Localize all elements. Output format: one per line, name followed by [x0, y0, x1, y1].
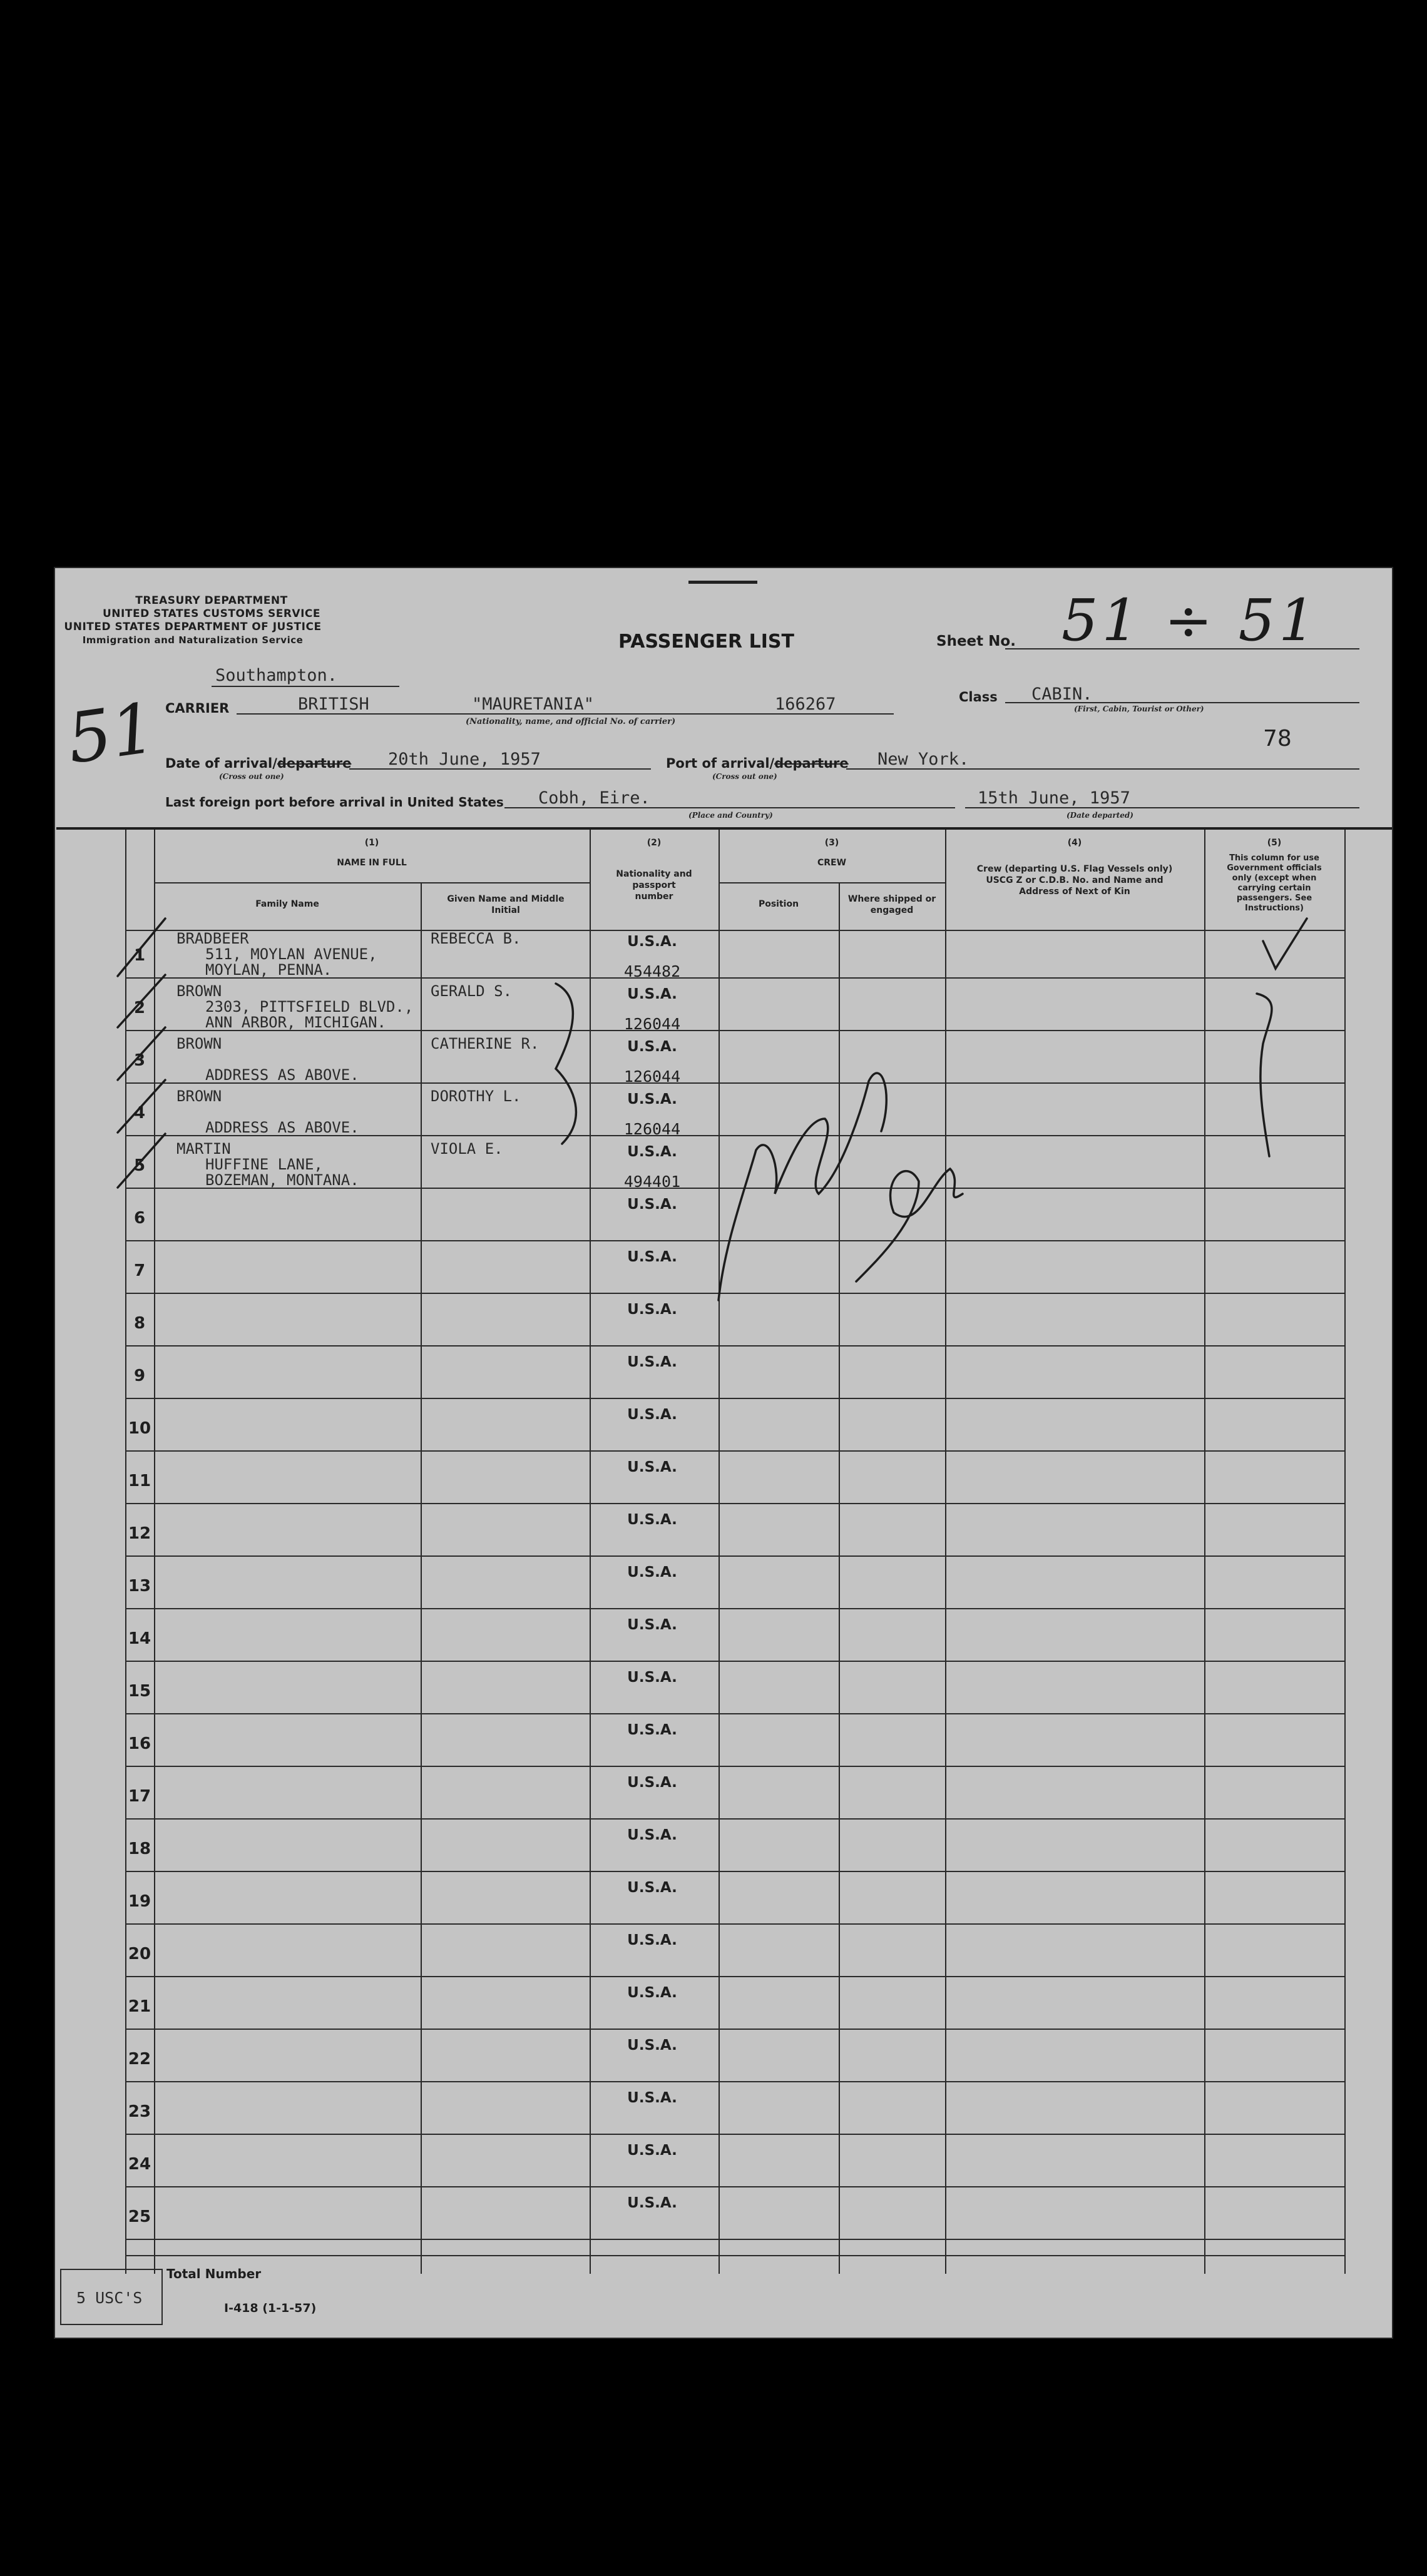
col2-title: Nationality and passport number — [616, 869, 692, 902]
passport-number: 494401 — [623, 1173, 681, 1191]
departed-value: 15th June, 1957 — [978, 788, 1130, 808]
nationality-value: U.S.A. — [627, 1407, 677, 1423]
row-number: 13 — [128, 1577, 151, 1596]
address-line: 511, MOYLAN AVENUE, — [205, 945, 377, 963]
nationality-value: U.S.A. — [627, 934, 677, 950]
row-number: 1 — [133, 946, 146, 965]
col3-num: (3) — [824, 838, 839, 848]
agency-line: UNITED STATES DEPARTMENT OF JUSTICE — [64, 621, 322, 633]
total-label: Total Number — [166, 2266, 262, 2281]
row-number: 20 — [128, 1945, 151, 1963]
row-number: 24 — [128, 2155, 151, 2174]
given-name: GERALD S. — [431, 982, 513, 1000]
nationality-value: U.S.A. — [627, 2090, 677, 2106]
family-name: BROWN — [176, 1087, 222, 1105]
nationality-value: U.S.A. — [627, 2195, 677, 2211]
carrier-number: 166267 — [775, 695, 836, 714]
family-name: MARTIN — [176, 1140, 231, 1158]
nationality-value: U.S.A. — [627, 986, 677, 1002]
row-number: 2 — [133, 999, 146, 1017]
row-number: 6 — [133, 1209, 146, 1228]
carrier-port: Southampton. — [215, 666, 338, 685]
sheet-number-handwritten: 51 ÷ 51 — [1061, 587, 1319, 654]
row-number: 23 — [128, 2102, 151, 2121]
given-name: CATHERINE R. — [431, 1035, 540, 1052]
page-title: PASSENGER LIST — [618, 631, 794, 653]
address-line: MOYLAN, PENNA. — [205, 961, 332, 979]
col1-family-heading: Family Name — [255, 899, 319, 909]
row-number: 17 — [128, 1787, 151, 1806]
arrival-value: 20th June, 1957 — [388, 750, 541, 769]
lastport-value: Cobh, Eire. — [538, 788, 650, 808]
agency-line: Immigration and Naturalization Service — [82, 634, 304, 646]
tick-mark-icon — [118, 975, 165, 1027]
nationality-value: U.S.A. — [627, 1774, 677, 1791]
row-number: 16 — [128, 1734, 151, 1753]
row-number: 10 — [128, 1419, 151, 1438]
col4-title: Crew (departing U.S. Flag Vessels only) USCG Z or C.D.B. No. and Name and Address of Next of Kin — [976, 864, 1173, 897]
handwritten-marks — [55, 568, 1392, 2338]
nationality-value: U.S.A. — [627, 1880, 677, 1896]
port-label-b: departure — [774, 756, 849, 771]
row-number: 25 — [128, 2207, 151, 2226]
col5-title: This column for use Government officials only (except when carrying certain passengers. See Instructions) — [1227, 853, 1322, 913]
lastport-label: Last foreign port before arrival in United States — [165, 795, 504, 810]
agency-line: UNITED STATES CUSTOMS SERVICE — [103, 608, 320, 620]
nationality-value: U.S.A. — [627, 1827, 677, 1843]
family-name: BROWN — [176, 1035, 222, 1052]
nationality-value: U.S.A. — [627, 1144, 677, 1160]
given-name: REBECCA B. — [431, 930, 521, 947]
tick-mark-icon — [118, 919, 165, 976]
class-caption: (First, Cabin, Tourist or Other) — [1074, 705, 1204, 713]
nationality-value: U.S.A. — [627, 1196, 677, 1213]
row-number: 8 — [133, 1314, 146, 1333]
address-line: 2303, PITTSFIELD BLVD., — [205, 998, 414, 1016]
row-number: 11 — [128, 1472, 151, 1490]
nationality-value: U.S.A. — [627, 1669, 677, 1686]
col3-position-heading: Position — [758, 899, 799, 909]
address-line: BOZEMAN, MONTANA. — [205, 1171, 359, 1189]
agency-line: TREASURY DEPARTMENT — [135, 594, 288, 607]
row-number: 18 — [128, 1840, 151, 1858]
bracket-mark-icon — [1257, 994, 1272, 1156]
signature-icon — [719, 1073, 886, 1300]
nationality-value: U.S.A. — [627, 1564, 677, 1581]
col1-given-heading: Given Name and Middle Initial — [447, 894, 565, 915]
carrier-caption: (Nationality, name, and official No. of carrier) — [466, 717, 676, 726]
nationality-value: U.S.A. — [627, 1301, 677, 1318]
nationality-value: U.S.A. — [627, 1985, 677, 2001]
nationality-value: U.S.A. — [627, 1932, 677, 1948]
class-label: Class — [959, 690, 998, 705]
passport-number: 126044 — [623, 1015, 681, 1033]
row-number: 15 — [128, 1682, 151, 1701]
row-number: 22 — [128, 2050, 151, 2069]
row-number: 19 — [128, 1892, 151, 1911]
passport-number: 454482 — [623, 962, 681, 980]
nationality-value: U.S.A. — [627, 1249, 677, 1265]
nationality-value: U.S.A. — [627, 1354, 677, 1370]
port-label-a: Port of arrival/ — [666, 756, 775, 771]
carrier-name: "MAURETANIA" — [472, 695, 595, 714]
total-value: 5 USC'S — [76, 2289, 143, 2307]
arrival-label-a: Date of arrival/ — [165, 756, 277, 771]
signature-icon — [856, 1169, 963, 1281]
tick-mark-icon — [118, 1080, 165, 1133]
page-count: 78 — [1263, 726, 1292, 751]
given-name: DOROTHY L. — [431, 1087, 521, 1105]
nationality-value: U.S.A. — [627, 2142, 677, 2159]
col1-num: (1) — [364, 838, 379, 848]
passenger-list-sheet — [55, 568, 1392, 2338]
row-number: 5 — [133, 1156, 146, 1175]
nationality-value: U.S.A. — [627, 1512, 677, 1528]
lastport-caption: (Place and Country) — [688, 811, 773, 820]
row-number: 4 — [133, 1104, 146, 1123]
tick-mark-icon — [118, 1134, 165, 1188]
bracket-mark-icon — [556, 984, 576, 1144]
col5-num: (5) — [1267, 838, 1282, 848]
form-number: I-418 (1-1-57) — [224, 2301, 317, 2315]
passport-number: 126044 — [623, 1120, 681, 1138]
check-mark-icon — [1263, 919, 1307, 969]
passport-number: 126044 — [623, 1067, 681, 1086]
nationality-value: U.S.A. — [627, 1459, 677, 1475]
address-line: ADDRESS AS ABOVE. — [205, 1119, 359, 1136]
arrival-label-b: departure — [277, 756, 352, 771]
col2-num: (2) — [647, 838, 662, 848]
address-line: ANN ARBOR, MICHIGAN. — [205, 1014, 386, 1031]
margin-number-handwritten: 51 — [62, 687, 161, 780]
family-name: BRADBEER — [176, 930, 249, 947]
family-name: BROWN — [176, 982, 222, 1000]
nationality-value: U.S.A. — [627, 1722, 677, 1738]
nationality-value: U.S.A. — [627, 1091, 677, 1107]
address-line: ADDRESS AS ABOVE. — [205, 1066, 359, 1084]
class-value: CABIN. — [1031, 685, 1093, 704]
col1-title: NAME IN FULL — [337, 858, 407, 868]
carrier-label: CARRIER — [165, 701, 230, 716]
departed-caption: (Date departed) — [1066, 811, 1133, 820]
col3-where-heading: Where shipped or engaged — [847, 894, 936, 915]
sheet-label: Sheet No. — [936, 633, 1016, 649]
port-value: New York. — [877, 750, 969, 769]
carrier-nationality: BRITISH — [298, 695, 369, 714]
arrival-caption: (Cross out one) — [219, 772, 284, 781]
address-line: HUFFINE LANE, — [205, 1156, 323, 1173]
row-number: 9 — [133, 1367, 146, 1385]
port-caption: (Cross out one) — [712, 772, 777, 781]
row-number: 14 — [128, 1629, 151, 1648]
row-number: 3 — [133, 1051, 146, 1070]
nationality-value: U.S.A. — [627, 1039, 677, 1055]
col3-title: CREW — [817, 858, 847, 868]
given-name: VIOLA E. — [431, 1140, 503, 1158]
col4-num: (4) — [1067, 838, 1082, 848]
nationality-value: U.S.A. — [627, 1617, 677, 1633]
row-number: 21 — [128, 1997, 151, 2016]
row-number: 12 — [128, 1524, 151, 1543]
nationality-value: U.S.A. — [627, 2037, 677, 2054]
tick-mark-icon — [118, 1027, 165, 1080]
row-number: 7 — [133, 1261, 146, 1280]
